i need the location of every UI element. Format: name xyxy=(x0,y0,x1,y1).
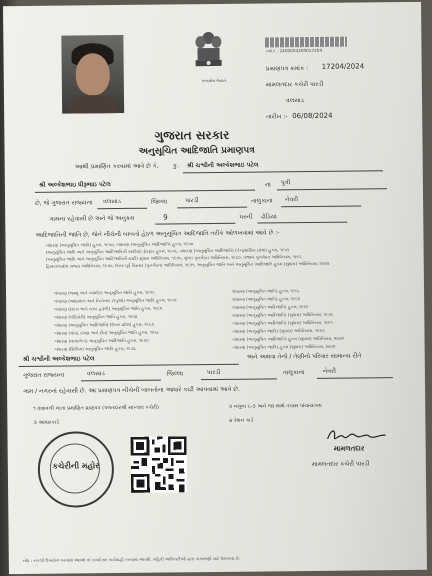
emblem-motto: સત્યમેવ જયતે xyxy=(201,77,227,84)
holder-suffix: અને અથવા તેનો / તેણીનો પરિવાર સામાન્ય રીતે xyxy=(246,352,362,361)
taluka-underline xyxy=(177,207,247,209)
order-line: બંધારણ (અનુસૂચિત જાતિ) (સુધારા) અધિનિયમ, ૧૯૯૦ xyxy=(232,327,325,334)
order-line: બંધારણ (સિક્કિમ) અનુસૂચિત જાતિ હુકમ, ૧૯૭૮ xyxy=(54,345,137,352)
doc-item: ૨ નમૂના ૬-૭ અને જા સાથે તપાસ પાંચાયતના xyxy=(229,402,322,410)
signatory-title: મામલતદાર xyxy=(333,444,365,453)
village-underline xyxy=(281,205,361,207)
residence-prefix: છે, જે ગુજરાત રાજ્યના xyxy=(35,199,93,207)
residence2-prefix: ગુજરાત રાજ્યના xyxy=(22,371,65,380)
issue-date: 06/08/2024 xyxy=(292,111,333,121)
relation-underline xyxy=(277,188,387,190)
doc-item: ૧ વંશાવળી ખાતા પ્રમાણિત પ્રાણપત્ર (પલતદારશ્રી સાપ્તારા કચેરી) xyxy=(33,404,159,412)
schedule-prefix: ગામના રહેવાસી છે અને જે અનુક્રમ xyxy=(49,214,135,223)
residence2-taluka-underline xyxy=(201,378,277,380)
declaration-text: આદિજાતિની જાતિ છે, જેને નીચેની બાબતો હેઠળ અનુસૂચિત આદિજાતિ તરીકે ઓળખવામાં આવે છે :- xyxy=(35,229,280,239)
orders-block-2-left xyxy=(54,288,225,354)
schedule-number: 9 xyxy=(163,213,168,222)
residence-district: વલસાડ xyxy=(103,197,122,206)
residence2-village-underline xyxy=(317,377,393,379)
residence2-taluka: પારડી xyxy=(206,368,221,377)
relation: પુત્રી xyxy=(280,179,291,187)
qr-code xyxy=(131,436,188,493)
order-line: બંધારણ (અનુસૂચિત જાતિ) હુકમ, ૧૯૬૨ xyxy=(232,296,300,302)
order-line: બંધારણ (અનુસૂચિત જાતિ) હુકમ, ૧૯૬૮ xyxy=(232,288,300,294)
holder-name: શ્રી ચશ્વીની અલ્કેશભાઇ પટેલ xyxy=(22,355,95,364)
certificate-paper xyxy=(3,2,427,574)
order-line: બંધારણ (અનુસૂચિત આદિજાતિ) (ઉત્તર પ્રદેશ) હુકમ, ૧૯૬૭ xyxy=(54,321,154,328)
state-title: ગુજરાત સરકાર xyxy=(154,127,230,143)
order-line: બંધારણ (ગોવા, દમણ અને દીવ) અનુસૂચિત જાતિ હુકમ, ૧૯૬૮ xyxy=(54,329,160,336)
national-emblem-icon xyxy=(191,30,225,76)
residence-taluka: પારડી xyxy=(185,197,199,205)
cert-number: 17204/2024 xyxy=(321,62,365,71)
order-line: બંધારણ (આંદામાન અને નિકોબાર ટાપુઓ) અનુસૂચિત જાતિ હુકમ, ૧૯૫૯ xyxy=(54,297,178,304)
order-line: બંધારણ (દાદરા અને નગર હવેલી) અનુસૂચિત જાતિ હુકમ, ૧૯૬૨ xyxy=(54,305,163,312)
residence2-district-label: જિલ્લા xyxy=(166,370,184,378)
cert-number-label: પ્રમાણપત્ર ક્રમાંક : xyxy=(265,65,309,73)
residence-district-label: જિલ્લા xyxy=(151,198,168,206)
issuer-office: મામલતદાર કચેરી પારડી xyxy=(265,80,324,89)
footer-note: નોંધ : નકલી ઉપયોગ કરવામાં આવશે તો કાયદેસર કાર્યવાહી કરવામાં આવશે. મહિતી અધિકારીઓ દ્વારા ચકાસણી માટે ઉપલબ્ધ છે. xyxy=(22,555,241,564)
schedule-underline xyxy=(155,223,235,225)
signature xyxy=(325,426,387,445)
order-line: બંધારણ (અનુસૂચિત આદિજાતિ) (સુધારા) અધિનિયમ, ૧૯૯૧ xyxy=(232,319,333,326)
orders-block-1 xyxy=(46,238,396,270)
father-name: શ્રી અલ્કેશભાઇ ધીરૂભાઇ પટેલ xyxy=(38,181,111,189)
issuer-district: વલસાડ xyxy=(286,97,304,105)
order-line: (અનુસૂચિત જાતિ અને અનુસૂચિત આદિજાતિની યાદીમાં) ફેરફાર હુકમ, ૧૯૫૬, બંધારણ (અનુસૂચિત આદિજાતિ) (કેન્દ્રશાસિત પ્રદેશ) હુકમ, ૧૯૫૧ xyxy=(45,247,290,255)
subject-name: શ્રી ચશ્વીની અલ્કેશભાઇ પટેલ xyxy=(186,161,259,170)
stamp-text: કચેરીની મહોર xyxy=(52,461,100,471)
residence2-district: વલસાડ xyxy=(86,370,105,378)
signatory-office: મામલતદાર કચેરી પારડી xyxy=(311,460,370,468)
residence-taluka-label: તાલુકાના xyxy=(251,197,273,205)
subject-prefix: કુ. xyxy=(172,162,179,170)
intro-text: આથી પ્રમાણિત કરવામાં આવે છે કે, xyxy=(74,162,159,171)
basis-text: ગામ / નગરનાં રહેવાસી છે. આ પ્રમાણપત્ર નીચેની બાબતોના આધારે કાઢી આપવામાં આવે છે. xyxy=(23,385,240,396)
holder-underline xyxy=(19,364,239,367)
district-underline xyxy=(97,208,147,210)
residence2-district-underline xyxy=(81,380,161,382)
order-line: બંધારણ (જમ્મુ અને કાશ્મીર) અનુસૂચિત જાતિ હુકમ, ૧૯૫૬ xyxy=(54,289,155,296)
residence2-village: નેવરી xyxy=(322,367,336,375)
barcode-number: કમાંક : 2400004300017204 xyxy=(265,47,323,54)
date-label: તારીખ :- xyxy=(266,113,288,121)
doc-item: ૪ રેશન કાર્ડ xyxy=(229,417,254,424)
orders-block-2-right xyxy=(232,286,403,352)
father-underline xyxy=(35,190,255,193)
order-line: બંધારણ (પોંડિચેરી) અનુસૂચિત જાતિ હુકમ, ૧૯૬૪ xyxy=(54,313,138,320)
order-line: બંધારણ (નાગાલેન્ડ) અનુસૂચિત આદિજાતિ હુકમ, ૧૯૭૦ xyxy=(54,337,149,344)
doc-item: ૩ આધારકાર્ડ xyxy=(33,419,60,426)
barcode xyxy=(265,37,347,48)
tribe-name: ઢોડિયા xyxy=(261,213,277,221)
schedule-mid: પરની xyxy=(239,213,253,221)
order-line: (અનુસૂચિત જાતિ અને અનુસૂચિત આદિજાતિની યાદી) સુધારા અધિનિયમ, ૧૯૭૬, મુંબઇ પુનર્ગઠન અધિનિયમ, ૧૯૬૦, પંજાબ પુનર્ગઠન અધિનિયમ, ૧૯૬૬ xyxy=(45,254,302,262)
tribe-underline xyxy=(257,222,347,224)
relation-label: ના xyxy=(264,181,271,189)
applicant-photo xyxy=(61,35,124,114)
order-line: બંધારણ (અનુસૂચિત જાતિ) હુકમ (સુધારા) અધિનિયમ, ૨૦૦૨ xyxy=(232,343,336,350)
order-line: બંધારણ (અનુસૂચિત આદિજાતિ) (સુધારા) અધિનિયમ, ૧૯૭૬ xyxy=(232,311,334,318)
order-line: બંધારણ (અનુસૂચિત આદિજાતિ) હુકમ (સુધારા) અધિનિયમ, ૨૦૦૨ xyxy=(232,335,344,342)
order-line: બંધારણ (અનુસૂચિત જાતિ) હુકમ, ૧૯૫૦, બંધારણ (અનુસૂચિત આદિજાતિ) હુકમ, ૧૯૫૦ xyxy=(45,241,194,248)
residence-village: નેવરી xyxy=(285,196,299,204)
office-stamp xyxy=(37,431,114,508)
order-line: હિમાચલપ્રદેશ રાજ્ય અધિનિયમ, ૧૯૭૦, ઉત્તર-પૂર્વ વિસ્તાર (પુનર્ગઠન) અધિનિયમ, ૧૯૭૧, અનુસૂચિત જાતિ અને અનુસૂચિત આદિજાતિ હુકમ (સુધારા) અધિનિયમ, ૨૦૦૨ xyxy=(45,260,330,269)
order-line: બંધારણ (અનુસૂચિત આદિજાતિ) હુકમ, ૧૯૬૯ xyxy=(232,304,309,310)
residence2-taluka-label: તાલુકાના xyxy=(282,369,305,377)
certificate-title: અનુસૂચિત આદિજાતિ પ્રમાણપત્ર xyxy=(138,145,255,157)
subject-underline xyxy=(183,170,383,173)
